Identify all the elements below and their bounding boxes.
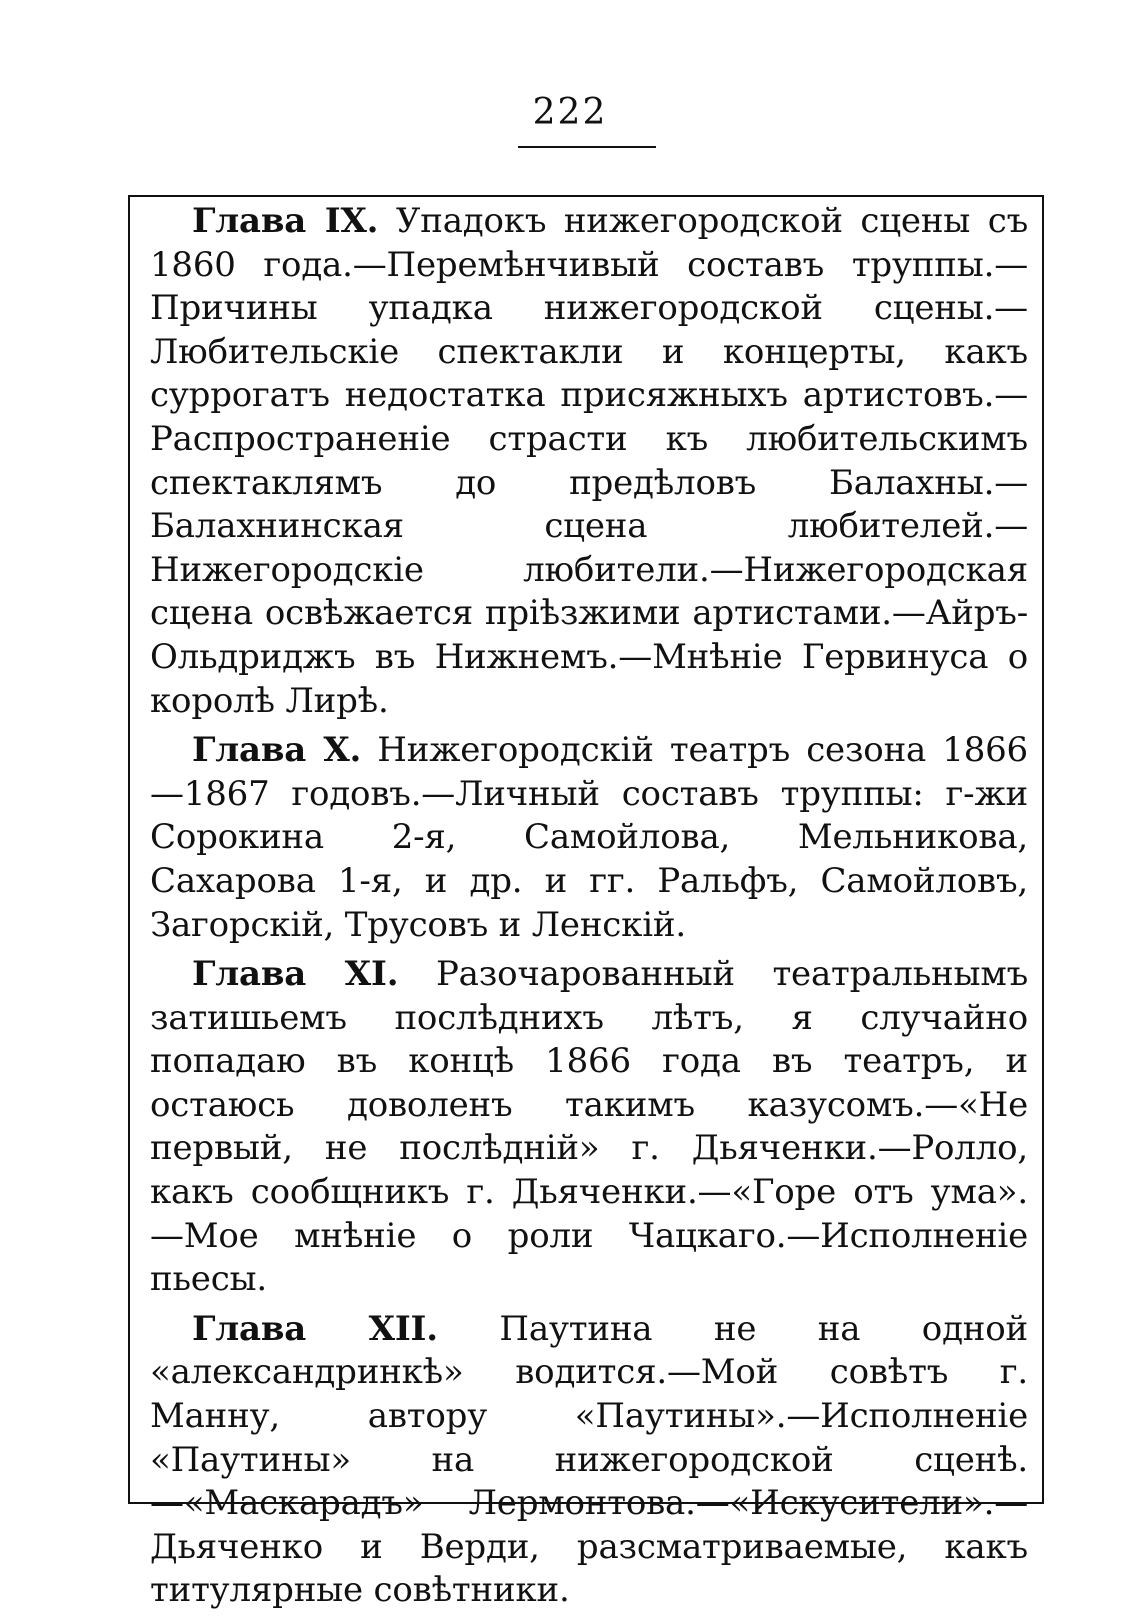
chapter-summary: Нижегородскій театръ сезона 1866—1867 годовъ.—Личный составъ труппы: г-жи Сорокина 2-я, Самойлова, Мельникова, Сахарова 1-я, и др. и гг. Ральфъ, Самойловъ, Загорскій, Трусовъ и Ленскій.	[150, 730, 1028, 945]
chapter-entry-x	[150, 729, 1028, 947]
chapter-summary: Разочарованный театральнымъ затишьемъ послѣднихъ лѣтъ, я случайно попадаю въ концѣ 1866 года въ театръ, и остаюсь доволенъ такимъ казусомъ.—«Не первый, не послѣдній» г. Дьяченки.—Ролло, какъ сообщникъ г. Дьяченки.—«Горе отъ ума».—Мое мнѣніе о роли Чацкаго.—Исполненіе пьесы.	[150, 954, 1029, 1300]
page-number: 222	[532, 92, 608, 133]
chapter-entry-xi	[150, 953, 1028, 1302]
chapter-summary: Упадокъ нижегородской сцены съ 1860 года.—Перемѣнчивый составъ труппы.—Причины упадка нижегородской сцены.—Любительскіе спектакли и концерты, какъ суррогатъ недостатка присяжныхъ артистовъ.—Распространеніе страсти къ любительскимъ спектаклямъ до предѣловъ Балахны.—Балахнинская сцена любителей.—Нижегородскіе любители.—Нижегородская сцена освѣжается пріѣзжими артистами.—Айръ-Ольдриджъ въ Нижнемъ.—Мнѣніе Гервинуса о королѣ Лирѣ.	[150, 201, 1029, 721]
chapter-label: Глава XI.	[192, 954, 399, 995]
page-number-rule	[518, 146, 656, 148]
chapter-entry-ix	[150, 200, 1028, 723]
chapter-summary: Паутина не на одной «александринкѣ» водится.—Мой совѣтъ г. Манну, автору «Паутины».—Исполненіе «Паутины» на нижегородской сценѣ.—«Маскарадъ» Лермонтова.—«Искусители».—Дьяченко и Верди, разсматриваемые, какъ титулярные совѣтники.	[150, 1308, 1028, 1611]
chapter-list	[150, 200, 1028, 1619]
chapter-label: Глава XII.	[192, 1308, 438, 1349]
chapter-entry-xii	[150, 1308, 1028, 1613]
chapter-label: Глава X.	[192, 730, 362, 771]
chapter-label: Глава IX.	[192, 201, 379, 241]
